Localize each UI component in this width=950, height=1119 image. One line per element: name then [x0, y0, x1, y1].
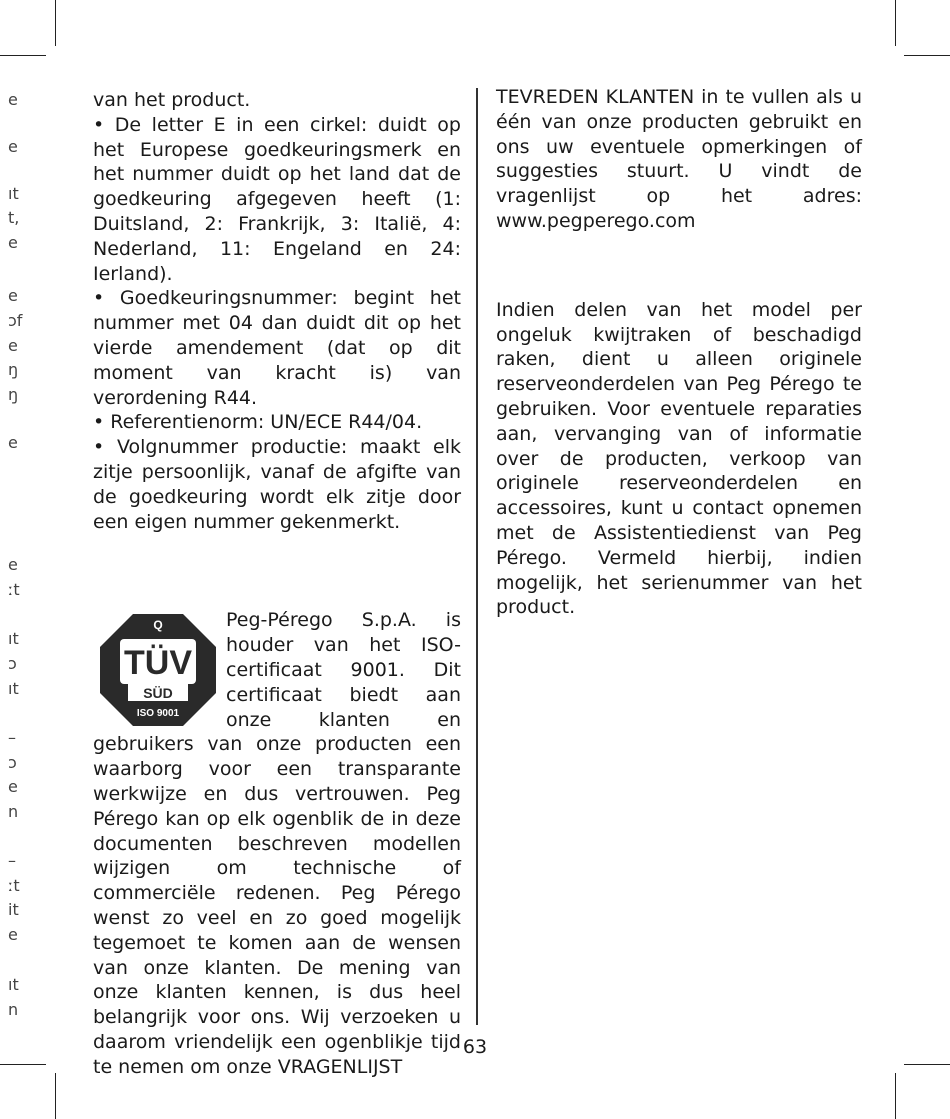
bleed-fragment: e — [8, 555, 18, 574]
left-column — [93, 88, 461, 1079]
bleed-fragment: e — [8, 336, 18, 355]
bullet-serial-number: • Volgnummer productie: maakt elk zitje persoonlijk, vanaf de afgifte van de goedkeuring wordt elk zitje door een eigen nummer gekenmerkt. — [93, 436, 461, 533]
crop-mark-bottom-right-v — [895, 1073, 896, 1119]
logo-brand: TÜV — [124, 644, 192, 683]
crop-mark-top-left-v — [55, 0, 56, 46]
bleed-fragment: e — [8, 925, 18, 944]
crop-mark-bottom-left-v — [55, 1073, 56, 1119]
bullet-e-mark: • De letter E in een cirkel: duidt op het Europese goedkeuringsmerk en het nummer duidt op het land dat de goedkeuring afgegeven heeft (1: Duitsland, 2: Frankrijk, 3: Italië, 4: Nederland, 11: Engeland en 24: Ierland). — [93, 113, 461, 285]
tuv-sud-iso-9001-logo-icon — [98, 612, 218, 728]
bleed-fragment: n — [8, 1000, 19, 1019]
bleed-fragment: ŋ — [8, 360, 19, 379]
bleed-fragment: e — [8, 286, 18, 305]
bleed-fragment: n — [8, 802, 19, 821]
crop-mark-top-right-v — [895, 0, 896, 46]
bleed-fragment: e — [8, 137, 18, 156]
bleed-fragment: – — [8, 728, 16, 747]
bleed-fragment: ɔf — [8, 311, 23, 330]
bleed-fragment: ːt — [8, 876, 20, 895]
crop-mark-top-right-h — [904, 55, 950, 56]
bleed-fragment: ɔ — [8, 654, 17, 673]
spare-parts-paragraph: Indien delen van het model per ongeluk kwijtraken of beschadigd raken, dient u alleen originele reserveonderdelen van Peg Pérego te gebruiken. Voor eventuele reparaties aan, vervanging van of informatie over de producten, verkoop van originele reserveonderdelen en accessoires, kunt u contact opnemen met de Assistentiedienst van Peg Pérego. Vermeld hierbij, indien mogelijk, het serienummer van het product. — [496, 298, 862, 619]
page-number: 63 — [462, 1036, 488, 1058]
bleed-fragment: ıt — [8, 629, 19, 648]
bleed-fragment: e — [8, 90, 18, 109]
crop-mark-bottom-left-h — [0, 1064, 46, 1065]
bullet-approval-number: • Goedkeuringsnummer: begint het nummer met 04 dan duidt dit op het vierde amendement (dat op dit moment van kracht is) van verordening R44. — [93, 287, 461, 409]
bleed-fragment: ıt — [8, 184, 19, 203]
crop-mark-bottom-right-h — [904, 1064, 950, 1065]
logo-top-letter: Q — [153, 618, 163, 633]
column-divider — [476, 88, 478, 1025]
spacer — [93, 534, 461, 608]
spacer — [496, 234, 862, 298]
bleed-fragment: e — [8, 433, 18, 452]
logo-sub-brand: SÜD — [143, 685, 173, 702]
bleed-fragment: it — [8, 900, 19, 919]
certificate-paragraph — [93, 608, 461, 1079]
bleed-fragment: ŋ — [8, 385, 19, 404]
crop-mark-top-left-h — [0, 55, 46, 56]
bleed-fragment: ıt — [8, 679, 19, 698]
logo-standard: ISO 9001 — [136, 708, 180, 720]
right-column — [496, 85, 862, 620]
bullet-reference-standard: • Referentienorm: UN/ECE R44/04. — [93, 411, 423, 434]
bleed-fragment: e — [8, 777, 18, 796]
bleed-fragment: ːt — [8, 580, 20, 599]
bleed-fragment: ɔ — [8, 753, 17, 772]
bleed-fragment: ıt — [8, 975, 19, 994]
bleed-fragment: e — [8, 233, 18, 252]
survey-paragraph: TEVREDEN KLANTEN in te vullen als u één van onze producten gebruikt en ons uw eventuele opmerkingen of suggesties stuurt. U vindt de vragenlijst op het adres: www.pegperego.com — [496, 86, 862, 232]
certificate-text: Peg-Pérego S.p.A. is houder van het ISO-certificaat 9001. Dit certificaat biedt aan onze klanten en gebruikers van onze producten een waarborg voor een transparante werkwijze en dus vertrouwen. Peg Pérego kan op elk ogenblik de in deze documenten beschreven modellen wijzigen om technische of commerciële redenen. Peg Pérego wenst zo veel en zo goed mogelijk tegemoet te komen aan de wensen van onze klanten. De mening van onze klanten kennen, is dus heel belangrijk voor ons. Wij verzoeken u daarom vriendelijk een ogenblikje tijd te nemen om onze VRAGENLIJST — [93, 609, 461, 1078]
bleed-fragment: t, — [8, 208, 20, 227]
paragraph: van het product. — [93, 89, 251, 111]
bleed-fragment: – — [8, 851, 16, 870]
